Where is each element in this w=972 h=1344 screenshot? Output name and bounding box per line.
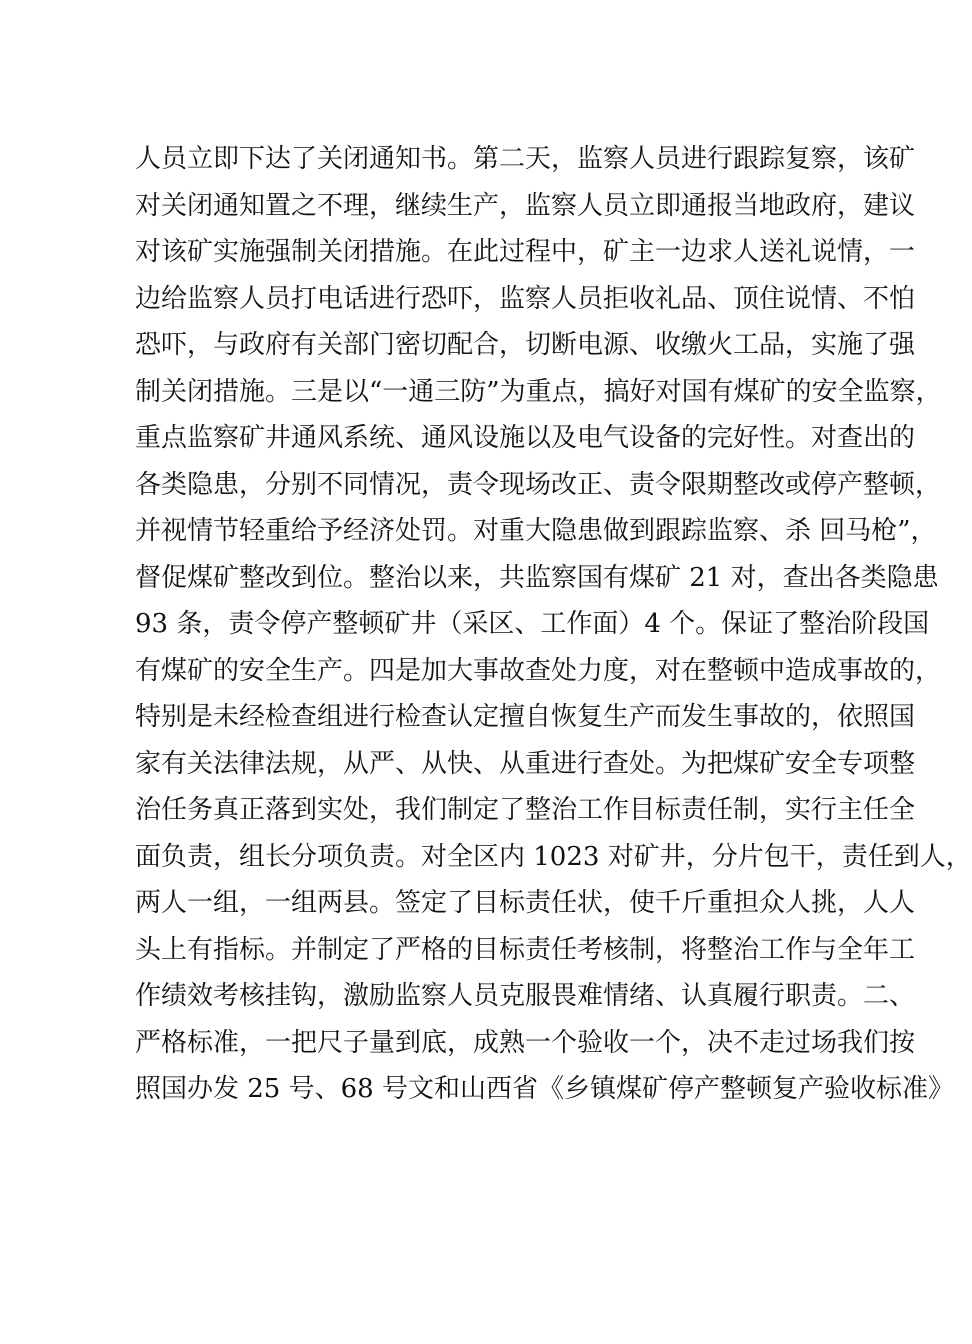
text-line: 特别是未经检查组进行检查认定擅自恢复生产而发生事故的，依照国 bbox=[135, 702, 916, 732]
text-line: 对该矿实施强制关闭措施。在此过程中，矿主一边求人送礼说情，一 bbox=[135, 237, 916, 267]
text-line: 93 条，责令停产整顿矿井（采区、工作面）4 个。保证了整治阶段国 bbox=[135, 609, 930, 639]
text-line: 家有关法律法规，从严、从快、从重进行查处。为把煤矿安全专项整 bbox=[135, 748, 916, 779]
text-line: 边给监察人员打电话进行恐吓，监察人员拒收礼品、顶住说情、不怕 bbox=[135, 283, 916, 314]
text-line: 有煤矿的安全生产。四是加大事故查处力度，对在整顿中造成事故的， bbox=[135, 655, 942, 686]
text-line: 各类隐患，分别不同情况，责令现场改正、责令限期整改或停产整顿， bbox=[135, 469, 942, 500]
text-line: 重点监察矿井通风系统、通风设施以及电气设备的完好性。对查出的 bbox=[135, 423, 916, 453]
text-line: 恐吓，与政府有关部门密切配合，切断电源、收缴火工品，实施了强 bbox=[135, 330, 916, 360]
text-line: 治任务真正落到实处，我们制定了整治工作目标责任制，实行主任全 bbox=[135, 795, 916, 825]
text-line: 并视情节轻重给予经济处罚。对重大隐患做到跟踪监察、杀 回马枪”， bbox=[135, 516, 937, 546]
text-line: 人员立即下达了关闭通知书。第二天，监察人员进行跟踪复察，该矿 bbox=[135, 144, 916, 174]
text-line: 对关闭通知置之不理，继续生产，监察人员立即通报当地政府，建议 bbox=[135, 190, 916, 221]
body-text bbox=[135, 136, 972, 1113]
text-line: 督促煤矿整改到位。整治以来，共监察国有煤矿 21 对，查出各类隐患 bbox=[135, 562, 939, 593]
text-line: 严格标准，一把尺子量到底，成熟一个验收一个，决不走过场我们按 bbox=[135, 1027, 916, 1058]
text-line: 面负责，组长分项负责。对全区内 1023 对矿井，分片包干，责任到人， bbox=[135, 841, 972, 872]
text-line: 照国办发 25 号、68 号文和山西省《乡镇煤矿停产整顿复产验收标准》 bbox=[135, 1074, 954, 1104]
text-line: 作绩效考核挂钩，激励监察人员克服畏难情绪、认真履行职责。二、 bbox=[135, 981, 916, 1011]
text-line: 制关闭措施。三是以“一通三防”为重点，搞好对国有煤矿的安全监察， bbox=[135, 376, 942, 407]
text-line: 两人一组，一组两县。签定了目标责任状，使千斤重担众人挑，人人 bbox=[135, 888, 916, 918]
text-line: 头上有指标。并制定了严格的目标责任考核制，将整治工作与全年工 bbox=[135, 934, 916, 965]
